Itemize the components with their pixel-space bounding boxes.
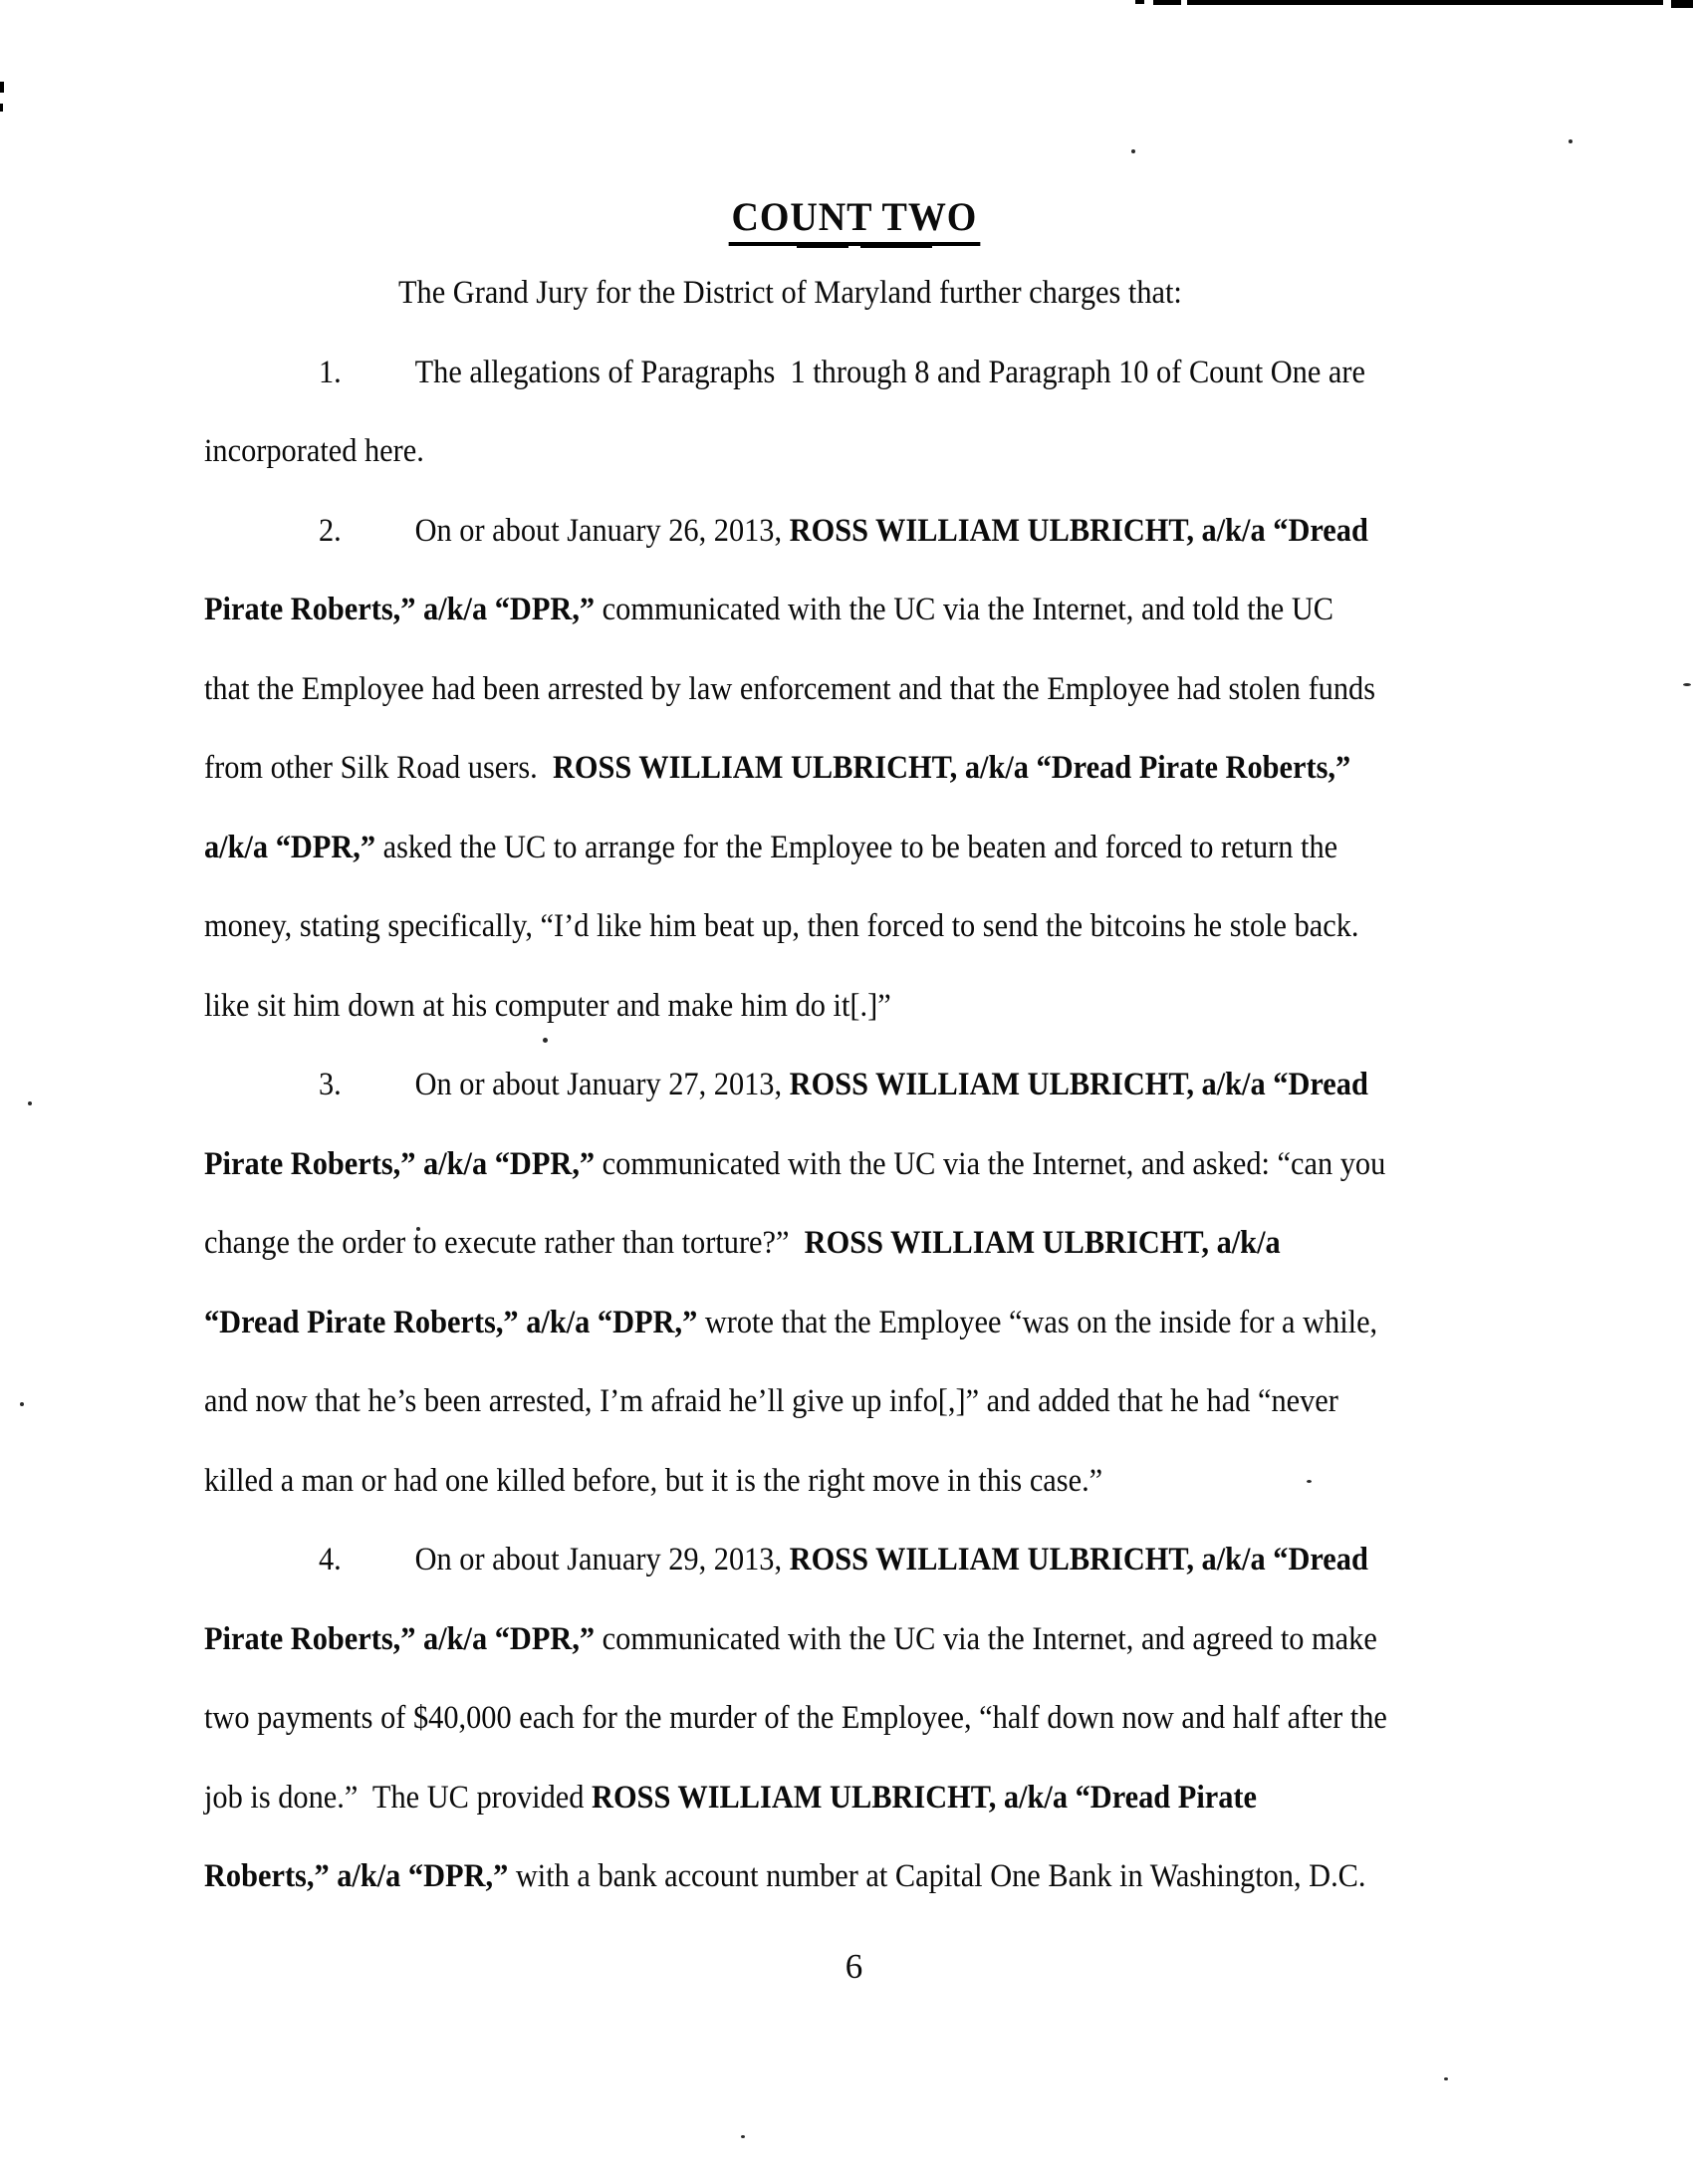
paragraph-number: 1. [319, 354, 342, 390]
line-text [204, 967, 891, 1047]
text-run: The Grand Jury for the District of Maryland further charges that: [398, 275, 1182, 311]
document-line [398, 254, 1509, 334]
text-run: job is done.” The UC provided [204, 1779, 593, 1816]
text-run: that the Employee had been arrested by law enforcement and that the Employee had stolen funds [204, 670, 1376, 707]
bold-run: a/k/a “DPR,” [204, 829, 376, 865]
document-line [204, 1204, 1509, 1284]
bold-run: Pirate Roberts,” a/k/a “DPR,” [204, 1620, 596, 1657]
bold-run: Pirate Roberts,” a/k/a “DPR,” [204, 1145, 596, 1182]
text-run: communicated with the UC via the Internet, and agreed to make [595, 1620, 1377, 1657]
bold-run: ROSS WILLIAM ULBRICHT, a/k/a “Dread [789, 1067, 1368, 1102]
scan-edge-artifact [1187, 0, 1663, 5]
text-run: change the order to execute rather than torture?” [204, 1225, 805, 1261]
text-run: with a bank account number at Capital One Bank in Washington, D.C. [508, 1858, 1366, 1894]
line-text [204, 887, 1359, 967]
line-text [204, 650, 1375, 730]
bold-run: ROSS WILLIAM ULBRICHT, a/k/a “Dread [789, 1542, 1368, 1577]
text-run: incorporated here. [204, 433, 424, 469]
line-text [204, 412, 424, 492]
bold-run: Pirate Roberts,” a/k/a “DPR,” [204, 592, 596, 627]
scan-edge-artifact [1153, 0, 1181, 5]
document-line [204, 887, 1509, 967]
scan-artifact [20, 1402, 24, 1406]
bold-run: “Dread Pirate Roberts,” a/k/a “DPR,” [204, 1304, 698, 1340]
scan-artifact [28, 1101, 32, 1105]
line-text [204, 809, 1337, 888]
line-text [204, 1284, 1377, 1363]
text-run: asked the UC to arrange for the Employee to be beaten and forced to return the [375, 829, 1338, 865]
document-line [204, 729, 1509, 809]
document-line [204, 1679, 1509, 1759]
bold-run: ROSS WILLIAM ULBRICHT, a/k/a “Dread [789, 512, 1368, 549]
line-text [204, 1362, 1338, 1442]
document-line [204, 650, 1509, 730]
document-line [319, 1046, 1509, 1125]
page-number: 6 [845, 1947, 863, 1986]
text-run: communicated with the UC via the Internet, and told the UC [595, 592, 1334, 627]
document-line [319, 492, 1509, 572]
scan-artifact [1569, 139, 1572, 143]
document-line [319, 1521, 1509, 1600]
text-run: killed a man or had one killed before, but it is the right move in this case.” [204, 1462, 1103, 1499]
line-text [204, 1837, 1366, 1917]
scan-edge-artifact [1135, 0, 1144, 4]
line-text [319, 1046, 1368, 1125]
document-line [204, 1759, 1509, 1838]
line-text [319, 1521, 1368, 1600]
text-run: like sit him down at his computer and make him do it[.]” [204, 987, 891, 1024]
scan-artifact [1683, 683, 1691, 686]
text-run: money, stating specifically, “I’d like him beat up, then forced to send the bitcoins he stole back. [204, 908, 1359, 944]
text-run: On or about January 29, 2013, [414, 1542, 790, 1577]
scan-artifact [1444, 2077, 1448, 2080]
scan-edge-artifact [0, 82, 4, 93]
document-line [204, 412, 1509, 492]
document-line [319, 334, 1509, 413]
document-line [204, 571, 1509, 650]
text-run: On or about January 27, 2013, [414, 1067, 790, 1102]
line-text [319, 492, 1368, 572]
document-line [204, 1600, 1509, 1680]
heading-row [204, 193, 1504, 246]
paragraph-number: 2. [319, 512, 342, 549]
text-run: On or about January 26, 2013, [414, 512, 790, 549]
scan-edge-artifact [0, 104, 3, 112]
text-run: The allegations of Paragraphs 1 through 8 and Paragraph 10 of Count One are [414, 354, 1365, 390]
scan-artifact [741, 2135, 745, 2138]
document-line [204, 1125, 1509, 1205]
line-text [319, 334, 1365, 413]
bold-run: ROSS WILLIAM ULBRICHT, a/k/a “Dread Pirate [592, 1779, 1258, 1816]
document-line [204, 967, 1509, 1047]
bold-run: Roberts,” a/k/a “DPR,” [204, 1858, 509, 1894]
document-body [204, 254, 1509, 1917]
line-text [204, 1204, 1281, 1284]
line-text [204, 1759, 1257, 1838]
line-text [398, 254, 1182, 334]
text-run: and now that he’s been arrested, I’m afraid he’ll give up info[,]” and added that he had “never [204, 1383, 1338, 1419]
text-run: two payments of $40,000 each for the murder of the Employee, “half down now and half after the [204, 1700, 1387, 1736]
text-run: from other Silk Road users. [204, 750, 553, 786]
page-number-row [204, 1940, 1504, 1994]
paragraph-number: 3. [319, 1067, 342, 1102]
document-line [204, 1837, 1509, 1917]
document-line [204, 1284, 1509, 1363]
bold-run: ROSS WILLIAM ULBRICHT, a/k/a [804, 1225, 1281, 1261]
document-line [204, 1442, 1509, 1522]
line-text [204, 1679, 1387, 1759]
scan-artifact [1131, 149, 1135, 153]
text-run: wrote that the Employee “was on the inside for a while, [697, 1304, 1378, 1340]
document-line [204, 1362, 1509, 1442]
document-line [204, 809, 1509, 888]
line-text [204, 729, 1350, 809]
paragraph-number: 4. [319, 1542, 342, 1577]
line-text [204, 571, 1333, 650]
line-text [204, 1125, 1385, 1205]
scan-edge-artifact [1671, 0, 1693, 8]
text-run: communicated with the UC via the Internet, and asked: “can you [595, 1145, 1386, 1182]
count-heading: COUNT TWO [728, 193, 980, 246]
line-text [204, 1442, 1102, 1522]
bold-run: ROSS WILLIAM ULBRICHT, a/k/a “Dread Pirate Roberts,” [552, 750, 1351, 786]
line-text [204, 1600, 1377, 1680]
